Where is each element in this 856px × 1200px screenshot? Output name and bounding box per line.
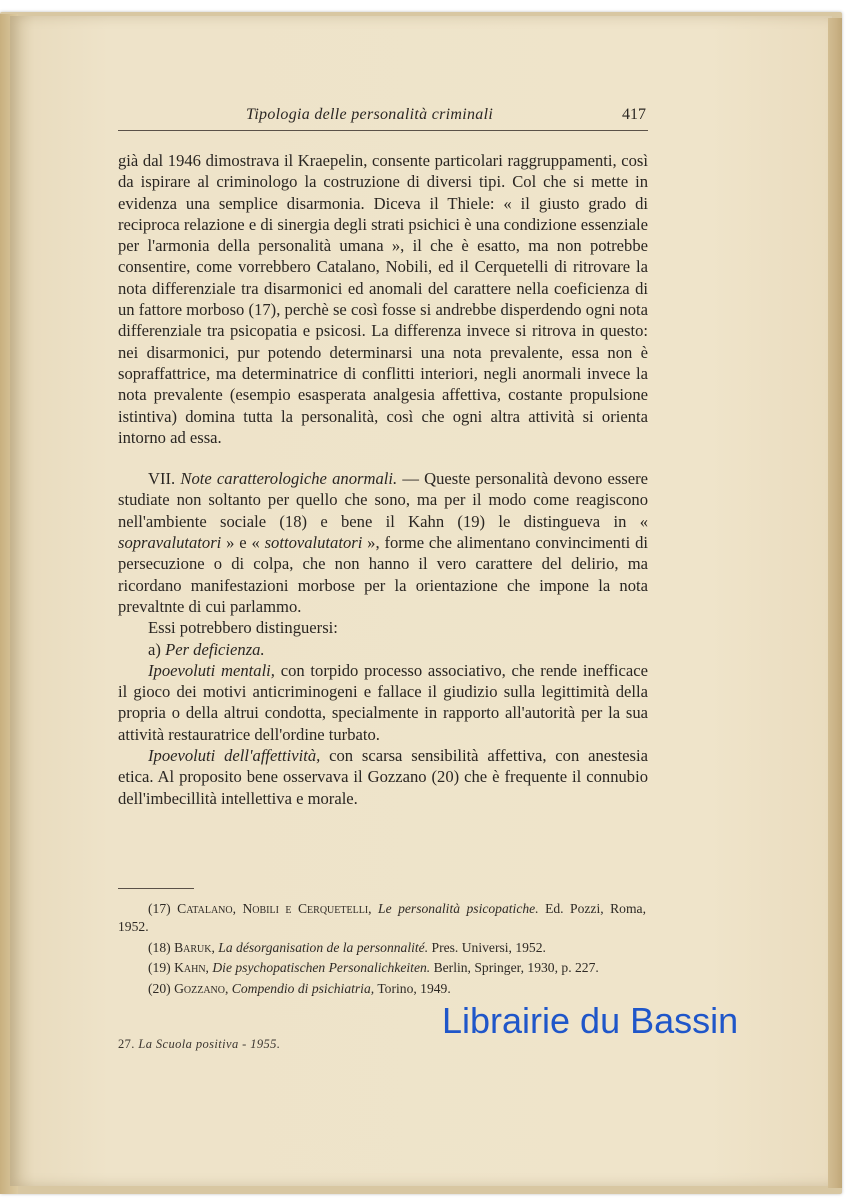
footnote-item xyxy=(118,900,646,937)
footnote-details: Ed. Pozzi, Roma, 1952. xyxy=(118,901,646,935)
footnote-item xyxy=(118,959,646,977)
footnotes xyxy=(118,900,646,1000)
footnote-divider xyxy=(118,888,194,889)
subsection-label: a) xyxy=(148,639,161,659)
bookseller-watermark: Librairie du Bassin xyxy=(442,1000,739,1041)
running-title: Tipologia delle personalità criminali xyxy=(246,106,494,123)
running-head xyxy=(118,104,648,131)
subsection-a xyxy=(118,639,648,660)
section-number: VII. xyxy=(148,469,176,489)
footnote-number: (20) xyxy=(148,980,171,996)
section-text-b: » e « xyxy=(226,533,260,553)
footnote-title: Compendio di psichiatria, xyxy=(231,980,375,996)
footnote-title: Le personalità psicopatiche. xyxy=(378,901,539,916)
paragraph-continuation: già dal 1946 dimostrava il Kraepelin, consente particolari raggruppamenti, così da ispirare al criminologo la costruzione di diversi tipi. Col che si mette in evidenza una semplice disarmonia. Diceva il Thiele: « il giusto grado di reciproca relazione e di sinergia degli strati psichici è una condizione essenziale per l'armonia della personalità umana », il che è esatto, ma non potrebbe consentire, come vorrebbero Catalano, Nobili, ed il Cerquetelli di ritrovare la nota differenziale tra disarmonici ed anomali del carattere nella coeficienza di un fattore morboso (17), perchè se così fosse si andrebbe disperdendo ogni nota differenziale tra psicopatia e psicosi. La differenza invece si ritrova in questo: nei disarmonici, pur potendo determinarsi una nota prevalente, essa non è sopraffattrice, ma determinatrice di conflitti interiori, negli anormali invece la nota prevalente (esempio esasperata analgesia affettiva, costante propulsione istintiva) domina tutta la personalità, così che ogni altra attività si orienta intorno ad essa. xyxy=(118,151,649,447)
footnote-number: (17) xyxy=(148,901,171,916)
term-ipoevoluti-affettivita: Ipoevoluti dell'affettività, xyxy=(148,746,321,766)
page-imprint xyxy=(118,1037,280,1052)
journal-imprint: La Scuola positiva - 1955. xyxy=(138,1037,281,1051)
footnote-item xyxy=(118,980,646,998)
page-stack-edge xyxy=(828,18,842,1188)
footnote-number: (19) xyxy=(148,960,171,976)
footnote-authors: Baruk, xyxy=(174,939,215,955)
footnote-item xyxy=(118,939,646,957)
text-ipoevoluti-mentali: con torpido processo associativo, che rende inefficace il gioco dei motivi anticriminogeni e fallace il giudizio sulla legittimità della propria o della altrui condotta, specialmente in rapporto all'autorità per la sua attività restauratrice dell'ordine turbato. xyxy=(118,660,648,744)
term-sottovalutatori: sottovalutatori xyxy=(264,533,363,553)
footnote-details: Berlin, Springer, 1930, p. 227. xyxy=(433,960,599,976)
section-vii-paragraph xyxy=(118,468,648,617)
footnote-title: Die psychopatischen Personalichkeiten. xyxy=(212,960,431,976)
section-text-a: — Queste personalità devono essere studiate non soltanto per quello che sono, ma per il modo come reagiscono nell'ambiente sociale (18) e bene il Kahn (19) le distingueva in « xyxy=(118,469,648,531)
paragraph-ipoevoluti-mentali xyxy=(118,660,648,745)
body-text xyxy=(118,150,648,809)
text-ipoevoluti-affettivita: con scarsa sensibilità affettiva, con anestesia etica. Al proposito bene osservava il Gozzano (20) che è frequente il connubio dell'imbecillità intellettiva e morale. xyxy=(118,746,648,808)
page-number: 417 xyxy=(622,106,646,123)
footnote-authors: Catalano, Nobili e Cerquetelli, xyxy=(177,901,372,916)
footnote-authors: Gozzano, xyxy=(174,980,229,996)
term-ipoevoluti-mentali: Ipoevoluti mentali, xyxy=(148,660,275,680)
paragraph-ipoevoluti-affettivita xyxy=(118,745,648,809)
footnote-authors: Kahn, xyxy=(174,960,209,976)
signature-mark: 27. xyxy=(118,1037,135,1051)
footnote-details: Torino, 1949. xyxy=(377,980,451,996)
distinguish-line: Essi potrebbero distinguersi: xyxy=(148,618,338,638)
footnote-number: (18) xyxy=(148,939,171,955)
section-title: Note caratterologiche anormali. xyxy=(180,469,398,489)
footnote-title: La désorganisation de la personnalité. xyxy=(218,939,429,955)
term-sopravalutatori: sopravalutatori xyxy=(118,533,222,553)
subsection-title: Per deficienza. xyxy=(165,639,265,659)
section-text-c: », forme che alimentano convincimenti di persecuzione o di colpa, che non hanno il vero carattere del delirio, ma ricordano manifestazioni morbose per la orientazione che impone la nota prevaltnte di cui parlammo. xyxy=(118,533,648,616)
footnote-details: Pres. Universi, 1952. xyxy=(431,939,546,955)
